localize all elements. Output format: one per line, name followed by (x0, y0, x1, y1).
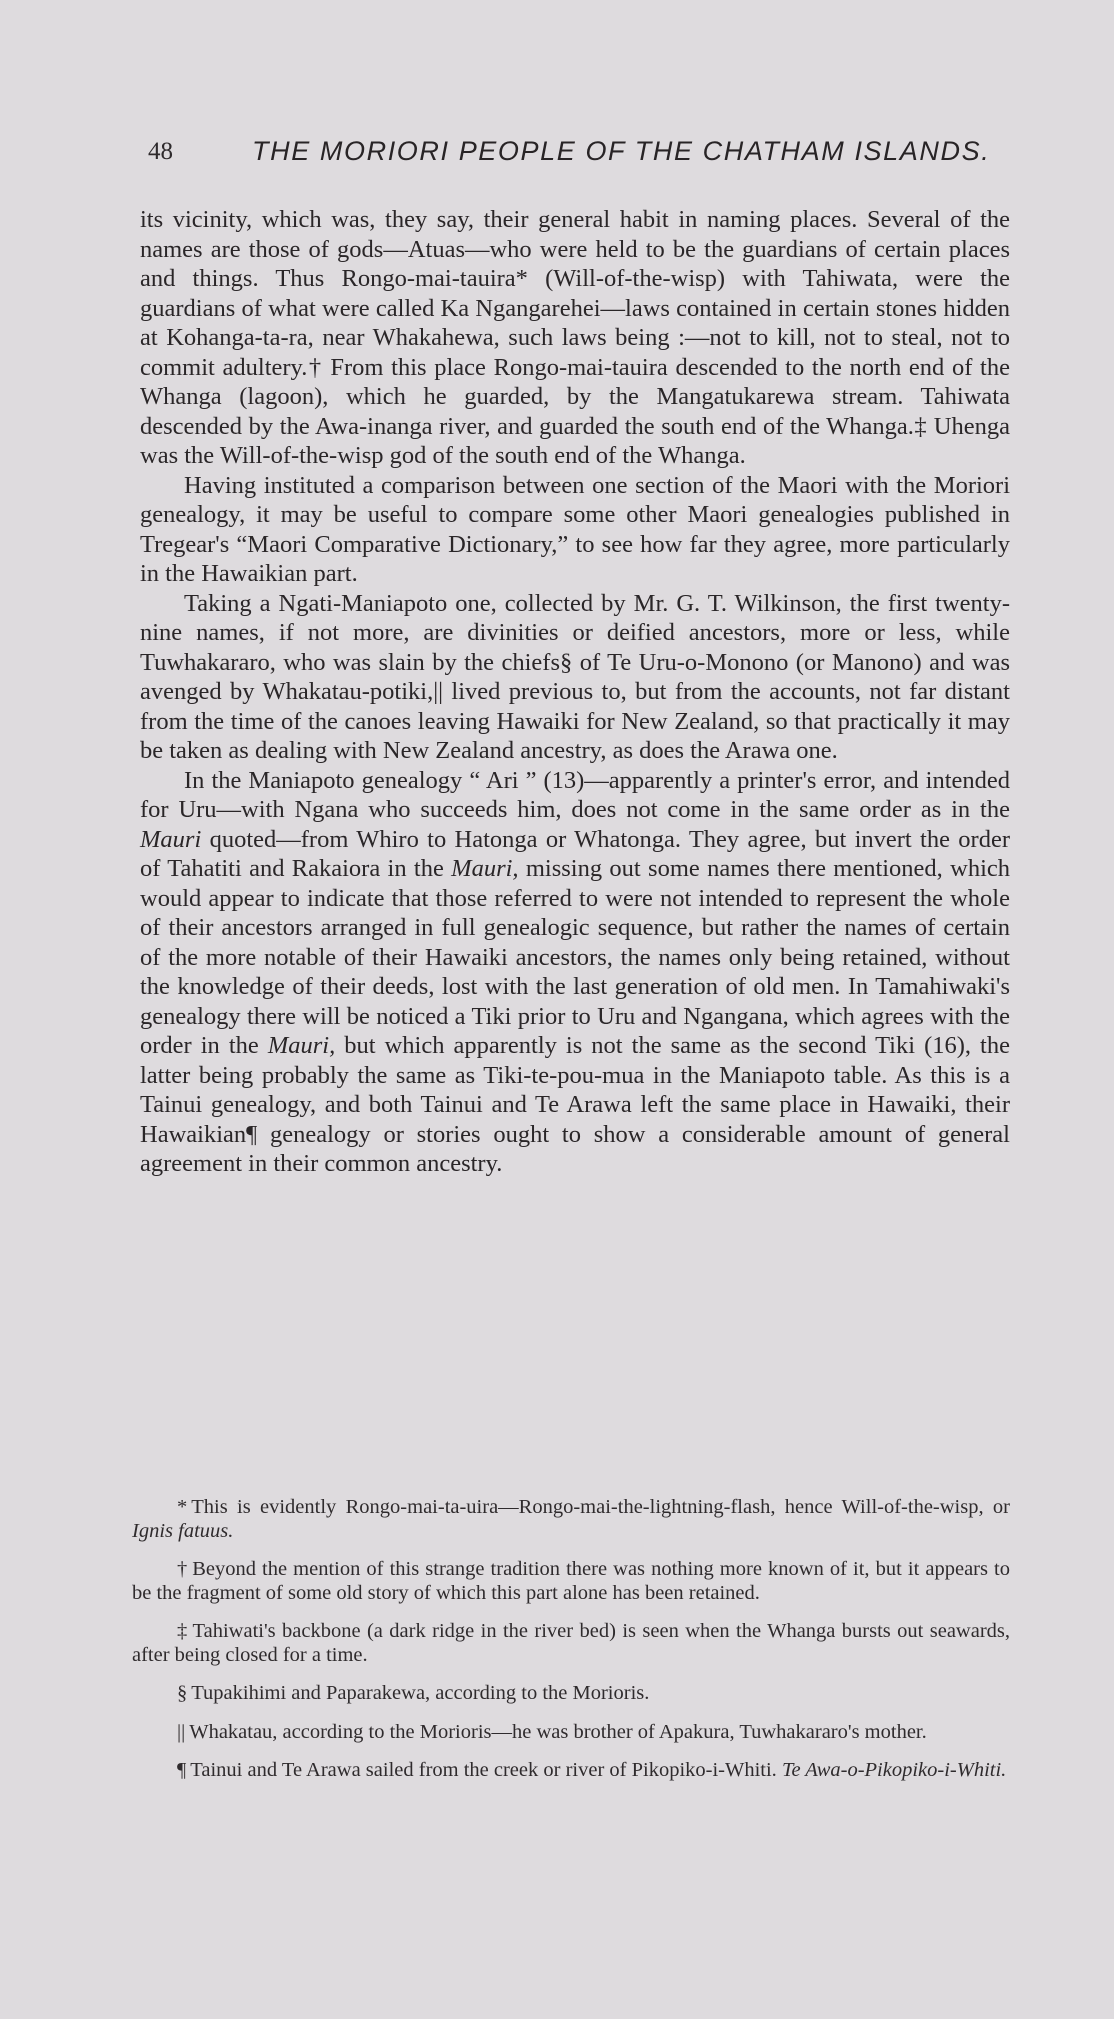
page-number: 48 (148, 138, 173, 165)
paragraph-4 (140, 766, 1010, 1179)
paragraph-4-part-a: In the Maniapoto genealogy “ Ari ” (13)—apparently a printer's error, and intended for Uru—with Ngana who succeeds him, does not come in the same order as in the (140, 766, 1010, 823)
footnote-text: Tupakihimi and Paparakewa, according to the Morioris. (191, 1682, 650, 1704)
paragraph-4-part-d: but which apparently is not the same as the second Tiki (16), the latter being probably the same as Tiki-te-pou-mua in the Maniapoto table. As this is a Tainui genealogy, and both Tainui and Te Arawa left the same place in Hawaiki, their Hawaikian¶ genealogy or stories ought to show a considerable amount of general agreement in their common ancestry. (140, 1032, 1010, 1177)
footnote-italic: Ignis fatuus. (132, 1519, 234, 1542)
footnote-marker: ‡ (177, 1620, 189, 1642)
footnote-parallel (132, 1721, 1010, 1745)
italic-mauri: Mauri, (451, 855, 519, 882)
paragraph-3: Taking a Ngati-Maniapoto one, collected by Mr. G. T. Wilkinson, the first twenty-nine names, if not more, are divinities or deified ancestors, more or less, while Tuwhakararo, who was slain by the chiefs§ of Te Uru-o-Monono (or Manono) and was avenged by Whakatau-potiki,|| lived previous to, but from the accounts, not far distant from the time of the canoes leaving Hawaiki for New Zealand, so that practically it may be taken as dealing with New Zealand ancestry, as does the Arawa one. (140, 589, 1010, 764)
footnote-marker: * (177, 1496, 188, 1518)
footnotes (132, 1496, 1010, 1798)
body-text (140, 205, 1010, 1179)
italic-mauri: Mauri (140, 825, 202, 853)
footnote-text: Whakatau, according to the Morioris—he was brother of Apakura, Tuwhakararo's mother. (189, 1720, 927, 1743)
footnote-text: Beyond the mention of this strange tradition there was nothing more known of it, but it appears to be the fragment of some old story of which this part alone has been retained. (132, 1558, 1010, 1604)
footnote-text: Tahiwati's backbone (a dark ridge in the river bed) is seen when the Whanga bursts out seawards, after being closed for a time. (132, 1620, 1011, 1666)
footnote-text: Tainui and Te Arawa sailed from the creek or river of Pikopiko-i-Whiti. (190, 1759, 777, 1781)
footnote-dagger (132, 1558, 1010, 1605)
footnote-section (132, 1682, 1010, 1706)
footnote-asterisk (132, 1496, 1010, 1543)
paragraph-1: its vicinity, which was, they say, their general habit in naming places. Several of the names are those of gods—Atuas—who were held to be the guardians of certain places and things. Thus Rongo-mai-tauira* (Will-of-the-wisp) with Tahiwata, were the guardians of what were called Ka Ngangarehei—laws contained in certain stones hidden at Kohanga-ta-ra, near Whakahewa, such laws being :—not to kill, not to steal, not to commit adultery.† From this place Rongo-mai-tauira descended to the north end of the Whanga (lagoon), which he guarded, by the Mangatukarewa stream. Tahiwata descended by the Awa-inanga river, and guarded the south end of the Whanga.‡ Uhenga was the Will-of-the-wisp god of the south end of the Whanga. (140, 206, 1010, 469)
footnote-double-dagger (132, 1620, 1010, 1667)
footnote-marker: || (177, 1720, 186, 1743)
footnote-text: This is evidently Rongo-mai-ta-uira—Rongo-mai-the-lightning-flash, hence Will-of-the-wisp, or (191, 1496, 1010, 1518)
footnote-marker: § (177, 1682, 188, 1704)
running-title: THE MORIORI PEOPLE OF THE CHATHAM ISLANDS. (252, 136, 991, 166)
footnote-marker: ¶ (177, 1759, 187, 1781)
italic-mauri: Mauri, (267, 1032, 336, 1059)
footnote-pilcrow (132, 1759, 1010, 1783)
footnote-italic: Te Awa-o-Pikopiko-i-Whiti. (781, 1759, 1007, 1781)
paragraph-4-part-b: quoted—from Whiro to Hatonga or Whatonga. They agree, but invert the order of Tahatiti and Rakaiora in the (140, 825, 1010, 882)
paragraph-4-part-c: missing out some names there mentioned, which would appear to indicate that those referred to were not intended to represent the whole of their ancestors arranged in full genealogic sequence, but rather the names of certain of the more notable of their Hawaiki ancestors, the names only being retained, without the knowledge of their deeds, lost with the last generation of old men. In Tamahiwaki's genealogy there will be noticed a Tiki prior to Uru and Ngangana, which agrees with the order in the (140, 855, 1010, 1059)
footnote-marker: † (177, 1558, 189, 1580)
paragraph-2: Having instituted a comparison between one section of the Maori with the Moriori genealogy, it may be useful to compare some other Maori genealogies published in Tregear's “Maori Comparative Dictionary,” to see how far they agree, more particularly in the Hawaikian part. (140, 471, 1010, 587)
page-header (148, 136, 998, 176)
